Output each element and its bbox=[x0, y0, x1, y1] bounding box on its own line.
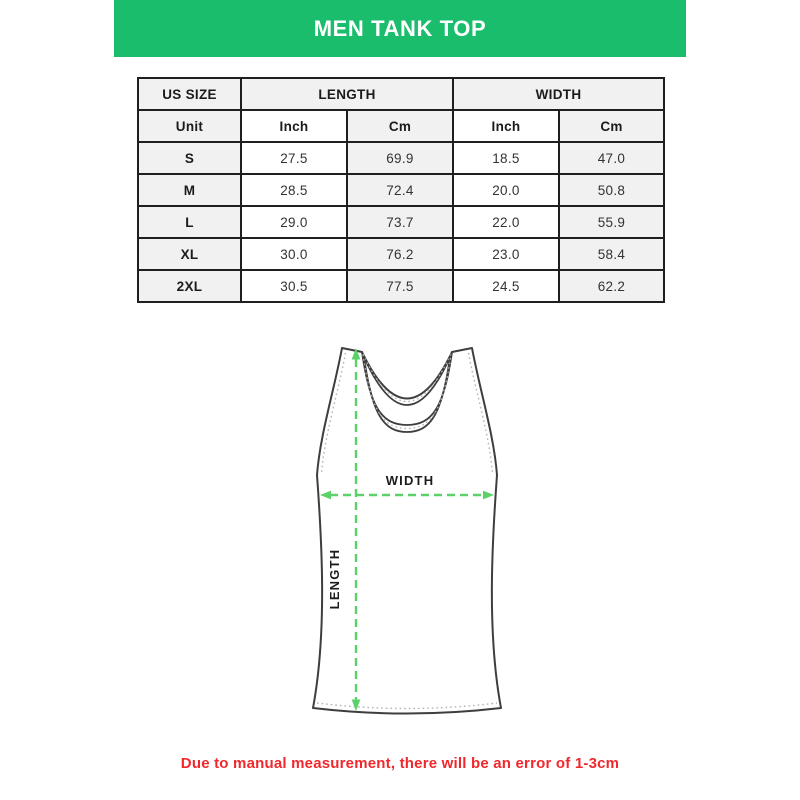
width-cm-cell: 50.8 bbox=[559, 174, 664, 206]
table-row bbox=[138, 206, 664, 238]
title-banner bbox=[114, 0, 686, 57]
width-inch-cell: 18.5 bbox=[453, 142, 559, 174]
unit-header: Unit bbox=[138, 110, 241, 142]
length-cm-cell: 69.9 bbox=[347, 142, 453, 174]
size-cell: S bbox=[138, 142, 241, 174]
table-row bbox=[138, 270, 664, 302]
length-inch-cell: 30.5 bbox=[241, 270, 347, 302]
length-inch-header: Inch bbox=[241, 110, 347, 142]
width-inch-cell: 22.0 bbox=[453, 206, 559, 238]
size-table-body bbox=[138, 142, 664, 302]
us-size-header: US SIZE bbox=[138, 78, 241, 110]
size-cell: XL bbox=[138, 238, 241, 270]
size-cell: 2XL bbox=[138, 270, 241, 302]
disclaimer-text: Due to manual measurement, there will be an error of 1-3cm bbox=[180, 755, 620, 772]
length-cm-cell: 73.7 bbox=[347, 206, 453, 238]
header-row-groups bbox=[138, 78, 664, 110]
length-inch-cell: 29.0 bbox=[241, 206, 347, 238]
length-cm-header: Cm bbox=[347, 110, 453, 142]
width-cm-cell: 55.9 bbox=[559, 206, 664, 238]
length-group-header: LENGTH bbox=[241, 78, 453, 110]
width-inch-cell: 20.0 bbox=[453, 174, 559, 206]
table-row bbox=[138, 238, 664, 270]
length-cm-cell: 76.2 bbox=[347, 238, 453, 270]
size-cell: M bbox=[138, 174, 241, 206]
width-cm-cell: 62.2 bbox=[559, 270, 664, 302]
width-inch-cell: 23.0 bbox=[453, 238, 559, 270]
width-cm-cell: 58.4 bbox=[559, 238, 664, 270]
length-inch-cell: 27.5 bbox=[241, 142, 347, 174]
tank-top-outline bbox=[313, 348, 501, 714]
tank-top-svg bbox=[270, 333, 535, 728]
tank-top-diagram bbox=[270, 333, 535, 728]
length-cm-cell: 72.4 bbox=[347, 174, 453, 206]
header-row-units bbox=[138, 110, 664, 142]
width-inch-header: Inch bbox=[453, 110, 559, 142]
width-label: WIDTH bbox=[385, 473, 435, 488]
width-cm-cell: 47.0 bbox=[559, 142, 664, 174]
size-cell: L bbox=[138, 206, 241, 238]
length-inch-cell: 30.0 bbox=[241, 238, 347, 270]
table-row bbox=[138, 142, 664, 174]
page-title: MEN TANK TOP bbox=[313, 15, 487, 41]
width-inch-cell: 24.5 bbox=[453, 270, 559, 302]
width-cm-header: Cm bbox=[559, 110, 664, 142]
table-row bbox=[138, 174, 664, 206]
length-inch-cell: 28.5 bbox=[241, 174, 347, 206]
length-cm-cell: 77.5 bbox=[347, 270, 453, 302]
size-table-container bbox=[137, 77, 665, 303]
length-label: LENGTH bbox=[327, 548, 342, 610]
size-table-head bbox=[138, 78, 664, 142]
size-table bbox=[137, 77, 665, 303]
width-group-header: WIDTH bbox=[453, 78, 664, 110]
